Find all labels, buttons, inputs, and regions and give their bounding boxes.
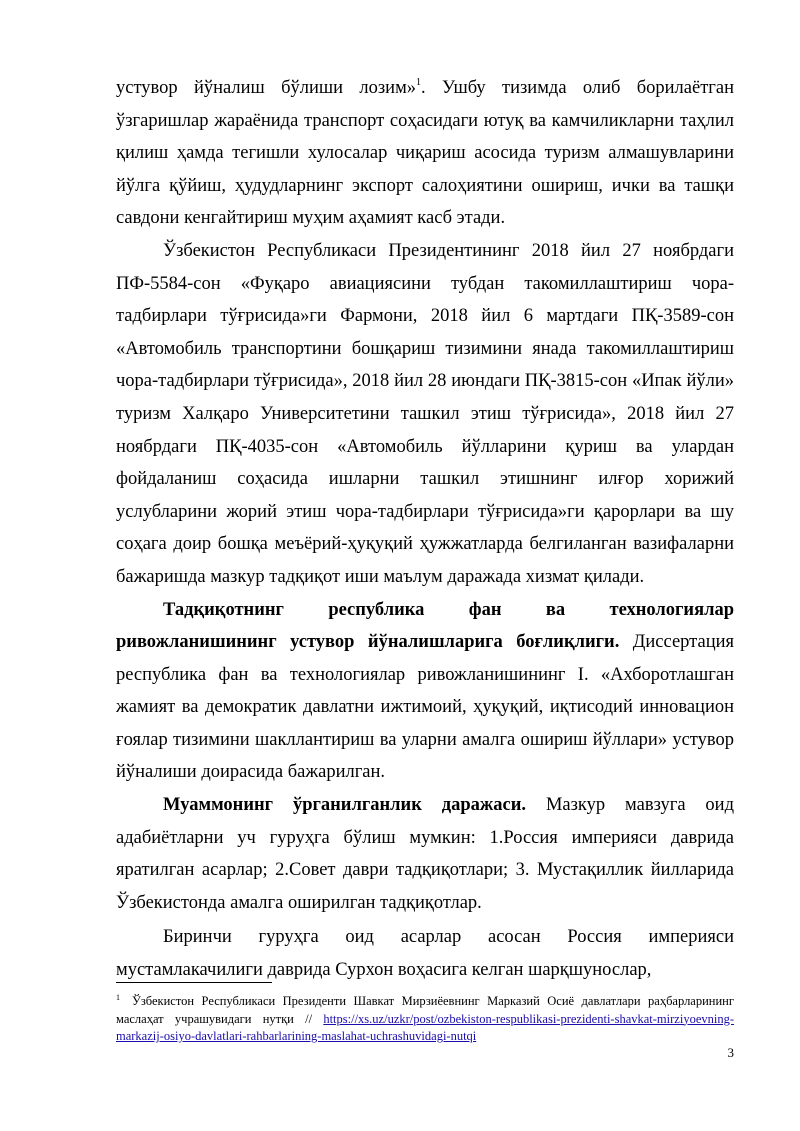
body-text <box>116 72 734 987</box>
paragraph-priority-areas <box>116 594 734 790</box>
footnote-link[interactable]: https://xs.uz/uzkr/post/ozbekiston-respublikasi-prezidenti-shavkat-mirziyoevning-markazij-osiyo-davlatlari-rahbarlarining-maslahat-uchrashuvidagi-nutqi <box>116 1011 734 1043</box>
paragraph-continuation <box>116 72 734 235</box>
paragraph-text: Биринчи гуруҳга оид асарлар асосан Россия империяси мустамлакачилиги даврида Сурхон воҳасига келган шарқшунослар, <box>116 927 734 981</box>
section-heading: Тадқиқотнинг республика фан ва технологиялар ривожланишининг устувор йўналишларига боғлиқлиги. <box>116 599 734 653</box>
page-number: 3 <box>727 1045 734 1060</box>
footnote-separator <box>116 982 272 983</box>
paragraph-text: устувор йўналиш бўлиши лозим» <box>116 78 417 98</box>
paragraph-first-group <box>116 921 734 986</box>
paragraph-text: Мазкур мавзуга оид адабиётларни уч гуруҳга бўлиш мумкин: 1.Россия империяси даврида яратилган асарлар; 2.Совет даври тадқиқотлари; 3. Мустақиллик йилларида Ўзбекистонда амалга оширилган тадқиқотлар. <box>116 795 734 913</box>
footnote-number: 1 <box>116 993 120 1002</box>
paragraph-text: Диссертация республика фан ва технологиялар ривожланишининг I. «Ахборотлашган жамият ва демократик давлатни ижтимоий, ҳуқуқий, иқтисодий инновацион ғоялар тизимини шакллантириш ва уларни амалга ошириш йўллари» устувор йўналиши доирасида бажарилган. <box>116 632 735 783</box>
paragraph-literature-review <box>116 789 734 919</box>
footnote <box>116 993 734 1046</box>
paragraph-text: . Ушбу тизимда олиб борилаётган ўзгаришлар жараёнида транспорт соҳасидаги ютуқ ва камчиликларни таҳлил қилиш ҳамда тегишли хулосалар чиқариш асосида туризм алмашувларини йўлга қўйиш, ҳудудларнинг экспорт салоҳиятини ошириш, ички ва ташқи савдони кенгайтириш муҳим аҳамият касб этади. <box>116 78 734 229</box>
footnote-text: Ўзбекистон Республикаси Президенти Шавкат Мирзиёевнинг Марказий Осиё давлатлари раҳбарларининг маслаҳат учрашувидаги нутқи // <box>116 994 734 1026</box>
section-heading: Муаммонинг ўрганилганлик даражаси. <box>163 795 527 816</box>
paragraph-decrees <box>116 235 734 594</box>
paragraph-text: Ўзбекистон Республикаси Президентининг 2018 йил 27 ноябрдаги ПФ-5584-сон «Фуқаро авиациясини тубдан такомиллаштириш чора-тадбирлари тўғрисида»ги Фармони, 2018 йил 6 мартдаги ПҚ-3589-сон «Автомобиль транспортини бошқариш тизимини янада такомиллаштириш чора-тадбирлари тўғрисида», 2018 йил 28 июндаги ПҚ-3815-сон «Ипак йўли» туризм Халқаро Университетини ташкил этиш тўғрисида», 2018 йил 27 ноябрдаги ПҚ-4035-сон «Автомобиль йўлларини қуриш ва улардан фойдаланиш соҳасида ишларни ташкил этишнинг илғор хорижий услубларини жорий этиш чора-тадбирлари тўғрисида»ги қарорлари ва шу соҳага доир бошқа меъёрий-ҳуқуқий ҳужжатларда белгиланган вазифаларни бажаришда мазкур тадқиқот иши маълум даражада хизмат қилади. <box>116 240 734 587</box>
footnote-reference[interactable]: 1 <box>416 77 422 88</box>
